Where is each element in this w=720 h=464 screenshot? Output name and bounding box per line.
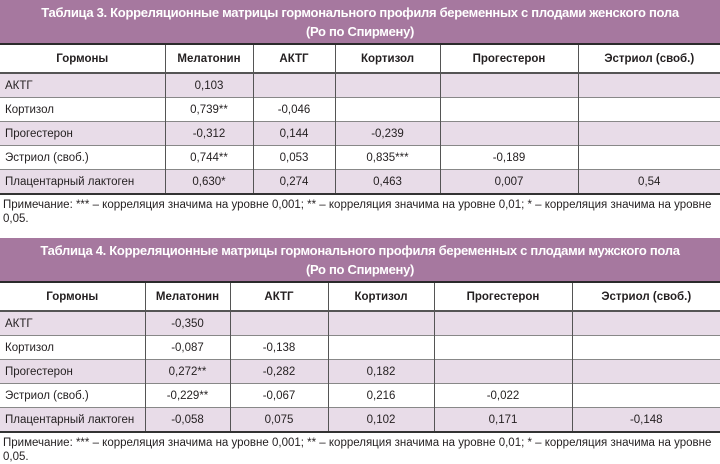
correlation-cell [578, 98, 720, 122]
correlation-cell [578, 122, 720, 146]
correlation-cell: -0,350 [145, 311, 230, 336]
row-label: Плацентарный лактоген [0, 170, 165, 195]
column-header: Гормоны [0, 45, 165, 73]
correlation-cell [572, 311, 720, 336]
table-3-block [0, 0, 720, 226]
table-3-title [0, 0, 720, 45]
correlation-cell [335, 73, 440, 98]
correlation-cell: 0,54 [578, 170, 720, 195]
correlation-cell [440, 98, 578, 122]
table-4-title [0, 238, 720, 283]
column-header: АКТГ [230, 283, 328, 311]
row-label: Кортизол [0, 98, 165, 122]
correlation-cell [572, 336, 720, 360]
row-label: Прогестерон [0, 360, 145, 384]
table-row [0, 408, 720, 433]
column-header: Мелатонин [165, 45, 253, 73]
title-line-2: (Ро по Спирмену) [305, 24, 415, 39]
correlation-cell: -0,067 [230, 384, 328, 408]
correlation-cell: 0,007 [440, 170, 578, 195]
correlation-cell: 0,216 [328, 384, 434, 408]
correlation-cell: 0,630* [165, 170, 253, 195]
correlation-cell: 0,274 [253, 170, 335, 195]
header-row [0, 45, 720, 73]
row-label: Эстриол (своб.) [0, 384, 145, 408]
row-label: Прогестерон [0, 122, 165, 146]
table-4-block [0, 238, 720, 464]
correlation-cell: 0,744** [165, 146, 253, 170]
correlation-cell: -0,046 [253, 98, 335, 122]
row-label: АКТГ [0, 311, 145, 336]
column-header: Кортизол [335, 45, 440, 73]
correlation-cell: -0,148 [572, 408, 720, 433]
column-header: Кортизол [328, 283, 434, 311]
table-row [0, 360, 720, 384]
table-row [0, 122, 720, 146]
correlation-cell: -0,282 [230, 360, 328, 384]
correlation-cell [434, 311, 572, 336]
correlation-cell [572, 360, 720, 384]
correlation-cell [328, 311, 434, 336]
correlation-cell: 0,171 [434, 408, 572, 433]
correlation-cell: -0,087 [145, 336, 230, 360]
column-header: Эстриол (своб.) [578, 45, 720, 73]
correlation-cell: -0,239 [335, 122, 440, 146]
title-line-2: (Ро по Спирмену) [305, 262, 415, 277]
correlation-cell [440, 122, 578, 146]
title-line-1: Таблица 3. Корреляционные матрицы гормонального профиля беременных с плодами женского пола [41, 5, 679, 20]
row-label: Эстриол (своб.) [0, 146, 165, 170]
table-note: Примечание: *** – корреляция значима на уровне 0,001; ** – корреляция значима на уровне 0,01; * – корреляция значима на уровне 0,05. [3, 199, 712, 225]
correlation-table-female [0, 45, 720, 195]
correlation-cell [440, 73, 578, 98]
table-row [0, 98, 720, 122]
correlation-cell: 0,144 [253, 122, 335, 146]
table-row [0, 384, 720, 408]
correlation-table-male [0, 283, 720, 433]
correlation-cell: -0,312 [165, 122, 253, 146]
title-line-1: Таблица 4. Корреляционные матрицы гормонального профиля беременных с плодами мужского пола [40, 243, 680, 258]
correlation-cell: 0,075 [230, 408, 328, 433]
table-row [0, 170, 720, 195]
correlation-cell: 0,102 [328, 408, 434, 433]
row-label: Кортизол [0, 336, 145, 360]
correlation-cell: -0,189 [440, 146, 578, 170]
correlation-cell: 0,739** [165, 98, 253, 122]
table-row [0, 311, 720, 336]
correlation-cell: 0,053 [253, 146, 335, 170]
correlation-cell [328, 336, 434, 360]
correlation-cell [572, 384, 720, 408]
correlation-cell: 0,103 [165, 73, 253, 98]
correlation-cell: -0,229** [145, 384, 230, 408]
correlation-cell: -0,058 [145, 408, 230, 433]
correlation-cell [578, 73, 720, 98]
correlation-cell [434, 360, 572, 384]
table-row [0, 73, 720, 98]
correlation-cell [230, 311, 328, 336]
row-label: АКТГ [0, 73, 165, 98]
column-header: Прогестерон [440, 45, 578, 73]
correlation-cell [578, 146, 720, 170]
correlation-cell: 0,463 [335, 170, 440, 195]
row-label: Плацентарный лактоген [0, 408, 145, 433]
correlation-cell [253, 73, 335, 98]
table-row [0, 146, 720, 170]
correlation-cell: -0,138 [230, 336, 328, 360]
table-row [0, 336, 720, 360]
column-header: Эстриол (своб.) [572, 283, 720, 311]
correlation-cell [434, 336, 572, 360]
correlation-cell: -0,022 [434, 384, 572, 408]
header-row [0, 283, 720, 311]
correlation-cell: 0,835*** [335, 146, 440, 170]
correlation-cell [335, 98, 440, 122]
correlation-cell: 0,272** [145, 360, 230, 384]
column-header: Прогестерон [434, 283, 572, 311]
column-header: Мелатонин [145, 283, 230, 311]
table-note: Примечание: *** – корреляция значима на уровне 0,001; ** – корреляция значима на уровне 0,01; * – корреляция значима на уровне 0,05. [3, 437, 712, 463]
column-header: АКТГ [253, 45, 335, 73]
column-header: Гормоны [0, 283, 145, 311]
correlation-cell: 0,182 [328, 360, 434, 384]
